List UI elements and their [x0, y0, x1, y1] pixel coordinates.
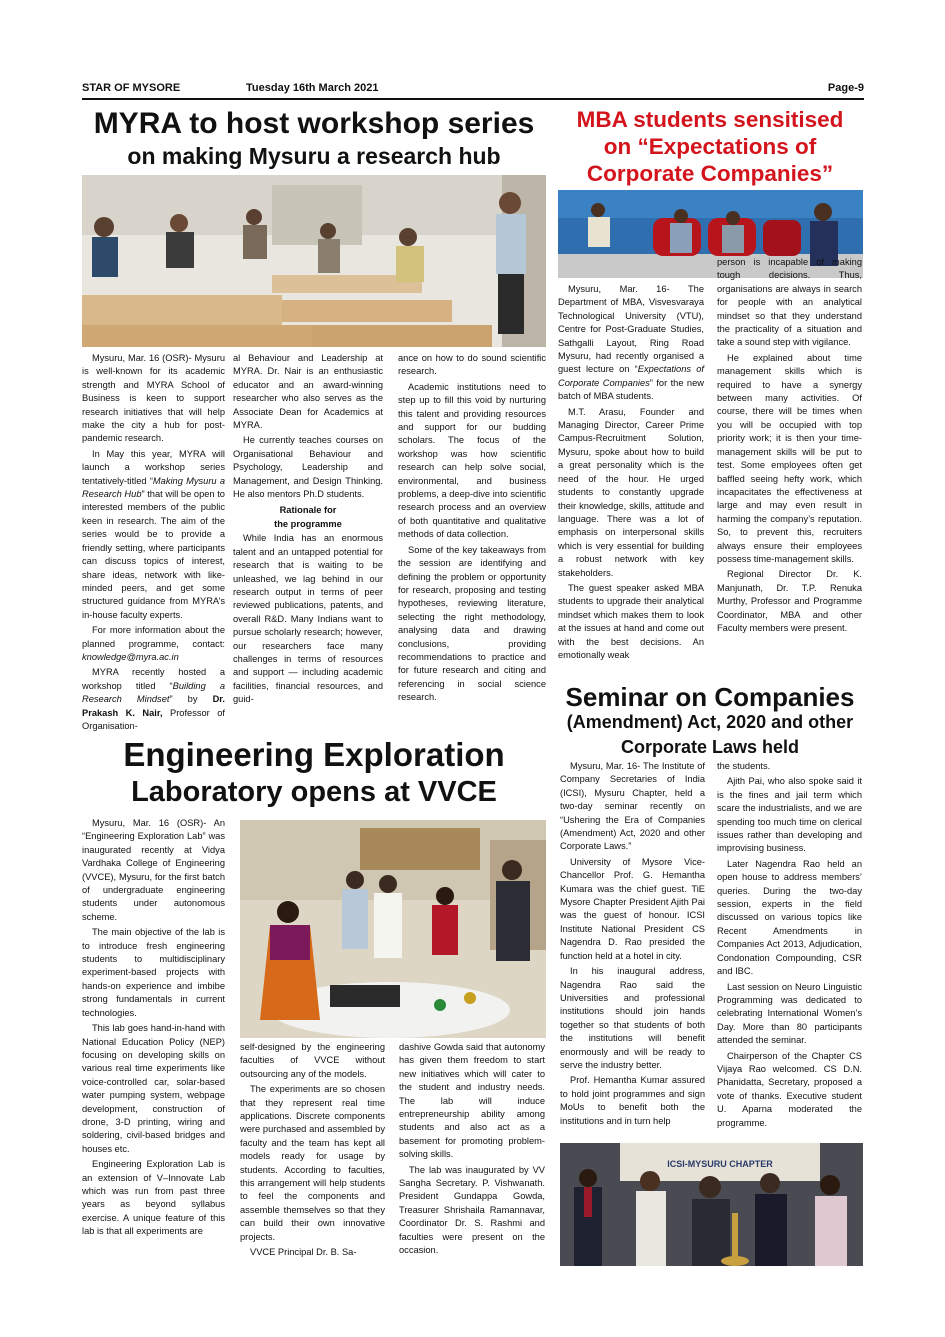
- paragraph: He currently teaches courses on Organisational Behaviour and Psychology, Leadership and Management, and Design Thinking. He also mentors Ph.D students.: [233, 435, 383, 500]
- paragraph: self-designed by the engineering faculties of VVCE without outsourcing any of the models.: [240, 1042, 385, 1079]
- paragraph: Regional Director Dr. K. Manjunath, Dr. T.P. Renuka Murthy, Professor and Programme Coordinator, MBA and other Faculty members were present.: [717, 569, 862, 633]
- vvce-column-2: [240, 1041, 385, 1262]
- paragraph: For more information about the planned programme, contact: knowledge@myra.ac.in: [82, 625, 225, 662]
- paragraph: MYRA recently hosted a workshop titled “Building a Research Mindset” by Dr. Prakash K. Nair, Professor of Organisation-: [82, 667, 225, 731]
- paragraph: In May this year, MYRA will launch a workshop series tentatively-titled “Making Mysuru a Research Hub” that will be open to interested members of the public keen in research. The aim of the series would be to provide a friendly setting, where participants can discuss topics of interest, share ideas, network with like-minded peers, and get some structured guidance from MYRA’s in-house faculty experts.: [82, 448, 225, 620]
- paragraph: The main objective of the lab is to introduce fresh engineering students to multidisciplinary experiment-based projects with hands-on experience and imbibe strong fundamentals in current technologies.: [82, 927, 225, 1018]
- paragraph: Mysuru, Mar. 16- The Institute of Company Secretaries of India (ICSI), Mysuru Chapter, held a two-day seminar recently on “Ushering the Era of Companies (Amendment) Act, 2020 and other Corporate Laws.”: [560, 761, 705, 852]
- paragraph: While India has an enormous talent and an untapped potential for research that is waiting to be unleashed, we lag behind in our research output in terms of peer reviewed publications, patents, and overall R&D. Many Indians want to pursue scholarly research; however, our researchers face many challenges in terms of resources and support — including academic facilities, financial resources, and guid-: [233, 533, 383, 705]
- banner-text: ICSI-MYSURU CHAPTER: [667, 1159, 773, 1169]
- mba-column-2: [717, 256, 862, 637]
- paragraph: In his inaugural address, Nagendra Rao said the Universities and professional institutions should join hands together so that students of both the institutions will benefit enormously and will be ready to serve the industry better.: [560, 966, 705, 1070]
- paragraph: person is incapable of making tough decisions. Thus, organisations are always in search for people with an analytical mindset so that they understand the practicality of a situation and take a sound step with vigilance.: [717, 257, 862, 348]
- paragraph: VVCE Principal Dr. B. Sa-: [250, 1247, 357, 1258]
- icsi-seminar-photo: [560, 1143, 863, 1266]
- myra-headline-2: on making Mysuru a research hub: [127, 143, 501, 169]
- icsi-headline-2: (Amendment) Act, 2020 and other: [566, 712, 854, 732]
- icsi-headline-3: Corporate Laws held: [620, 737, 800, 757]
- paragraph: M.T. Arasu, Founder and Managing Director, Career Prime Campus-Recruitment Solution, Mysuru, spoke about how to build a great personality which is the need of the hour. He urged students to constantly upgrade their knowledge, skills, attitude and language. There was a lot of emphasis on interpersonal skills which is very essential for building a robust network with key stakeholders.: [558, 406, 704, 578]
- paragraph: He explained about time management skills which is required to have a synergy between many activities. Of course, there will be times when you will be occupied with top priority work; it is then your time-management skills will be put to test. Some employees often get baffled seeing hefty work, which incapacitates the effectiveness at large and may even result in harming the company’s reputation. So, to prevent this, recruiters always ensure their employees possess time-management skills.: [717, 352, 862, 564]
- paragraph: This lab goes hand-in-hand with National Education Policy (NEP) focusing on developing skills on various real time experiments like voice-controlled car, solar-based water pumping system, webpage development, construction of drone, 3-D printing, wiring and soldering, civil-based bridges and houses etc.: [82, 1023, 225, 1154]
- vvce-headline-1: Engineering Exploration: [123, 736, 505, 773]
- myra-column-3: [398, 352, 546, 707]
- paragraph: Mysuru, Mar. 16- The Department of MBA, Visvesvaraya Technological University (VTU), Centre for Post-Graduate Studies, Sathgalli Layout, Ring Road Mysuru, had recently organised a guest lecture on “Expectations of Corporate Companies” for the new batch of MBA students.: [558, 284, 704, 402]
- masthead: [82, 80, 864, 100]
- myra-column-1: [82, 352, 225, 735]
- myra-headline-1: MYRA to host workshop series: [93, 107, 535, 140]
- paragraph: Later Nagendra Rao held an open house to address members’ queries. During the two-day session, experts in the field discussed on various topics like Recent Amendments in Companies Act 2013, Adjudication, Condonation Compounding, CSR and IBC.: [717, 858, 862, 977]
- mba-column-1: [558, 283, 704, 664]
- icsi-column-2: [717, 760, 862, 1132]
- paragraph: Ajith Pai, who also spoke said it is the fines and jail term which scare the industrialists, and we are spending too much time on clerical issues rather than developing and improvising business.: [717, 776, 862, 854]
- paragraph: Some of the key takeaways from the session are identifying and defining the problem or opportunity for research, proposing and testing hypotheses, reviewing literature, selecting the right methodology, analysing data and drawing conclusions, providing recommendations to practice and for future research and citing and referencing in social science research.: [398, 544, 546, 703]
- paragraph: Academic institutions need to step up to fill this void by nurturing this talent and providing resources and support for our budding scholars. The focus of the workshop was how scientific research can help solve social, environmental, and business problems, a deep-dive into scientific research process and an overview of both quantitative and qualitative methods of data collection.: [398, 381, 546, 540]
- paragraph: dashive Gowda said that autonomy has given them freedom to start new initiatives which will cater to the student and industry needs. The lab will induce entrepreneurship ability among students and also act as a basement for promoting problem-solving skills.: [399, 1042, 545, 1160]
- paragraph: the students.: [717, 761, 771, 771]
- page-number: Page-9: [827, 82, 864, 94]
- paragraph: ance on how to do sound scientific research.: [398, 353, 546, 377]
- myra-workshop-photo: [82, 175, 546, 347]
- paragraph: Engineering Exploration Lab is an extension of V–Innovate Lab which was run from past three years as beyond syllabus exercise. A unique feature of this lab is that all experiments are: [82, 1159, 225, 1237]
- vvce-lab-photo: [240, 820, 546, 1038]
- paragraph: Prof. Hemantha Kumar assured to hold joint programmes and sign MoUs to benefit both the institutions and in turn help: [560, 1075, 705, 1126]
- myra-column-2: [233, 352, 383, 709]
- issue-date: Tuesday 16th March 2021: [246, 82, 379, 94]
- subheading: Rationale for the programme: [274, 505, 342, 529]
- mba-headline: MBA students sensitised on “Expectations of Corporate Companies”: [576, 107, 844, 186]
- paragraph: Last session on Neuro Linguistic Programming was dedicated to celebrating International Women’s Day. More than 80 participants attended the seminar.: [717, 981, 862, 1046]
- vvce-column-1: [82, 817, 225, 1241]
- paragraph: University of Mysore Vice-Chancellor Prof. G. Hemantha Kumara was the chief guest. TiE Mysore Chapter President Ajith Pai was the guest of honour. ICSI Institute National President CS Nagendra D. Rao presided the function held at a hotel in city.: [560, 856, 705, 961]
- vvce-column-3: [399, 1041, 545, 1260]
- paragraph: Chairperson of the Chapter CS Vijaya Rao welcomed. CS D.N. Phanidatta, Secretary, proposed a vote of thanks. Executive student U. Aparna moderated the programme.: [717, 1050, 862, 1128]
- paragraph: al Behaviour and Leadership at MYRA. Dr. Nair is an enthusiastic educator and an award-winning researcher who also serves as the Associate Dean for Academics at MYRA.: [233, 353, 383, 431]
- paragraph: The lab was inaugurated by VV Sangha Secretary. P. Vishwanath. President Gundappa Gowda, Treasurer Shrishaila Ramannavar, Coordinator Dr. S. Rashmi and faculties were present on the occasion.: [399, 1164, 545, 1256]
- icsi-column-1: [560, 760, 705, 1130]
- newspaper-name: STAR OF MYSORE: [82, 82, 181, 94]
- icsi-headline-1: Seminar on Companies: [565, 682, 855, 712]
- vvce-headline-2: Laboratory opens at VVCE: [131, 776, 497, 808]
- paragraph: The experiments are so chosen that they represent real time applications. Discrete components were purchased and assembled by faculty and the team has kept all models ready for usage by students. According to faculties, this arrangement will help students to feel the components and assemble themselves so that they can build their own innovative projects.: [240, 1084, 385, 1242]
- paragraph: Mysuru, Mar. 16 (OSR)- An “Engineering Exploration Lab” was inaugurated recently at Vidya Vardhaka College of Engineering (VVCE), Mysuru, for the first batch of undergraduate engineering students under autonomous scheme.: [82, 818, 225, 922]
- paragraph: The guest speaker asked MBA students to upgrade their analytical mindset which makes them to look at the issues at hand and come out with the best decisions. An emotionally weak: [558, 582, 704, 660]
- paragraph: Mysuru, Mar. 16 (OSR)- Mysuru is well-known for its academic strength and MYRA School of Business is keen to support research initiatives that will help make the city a hub for post-pandemic research.: [82, 353, 225, 444]
